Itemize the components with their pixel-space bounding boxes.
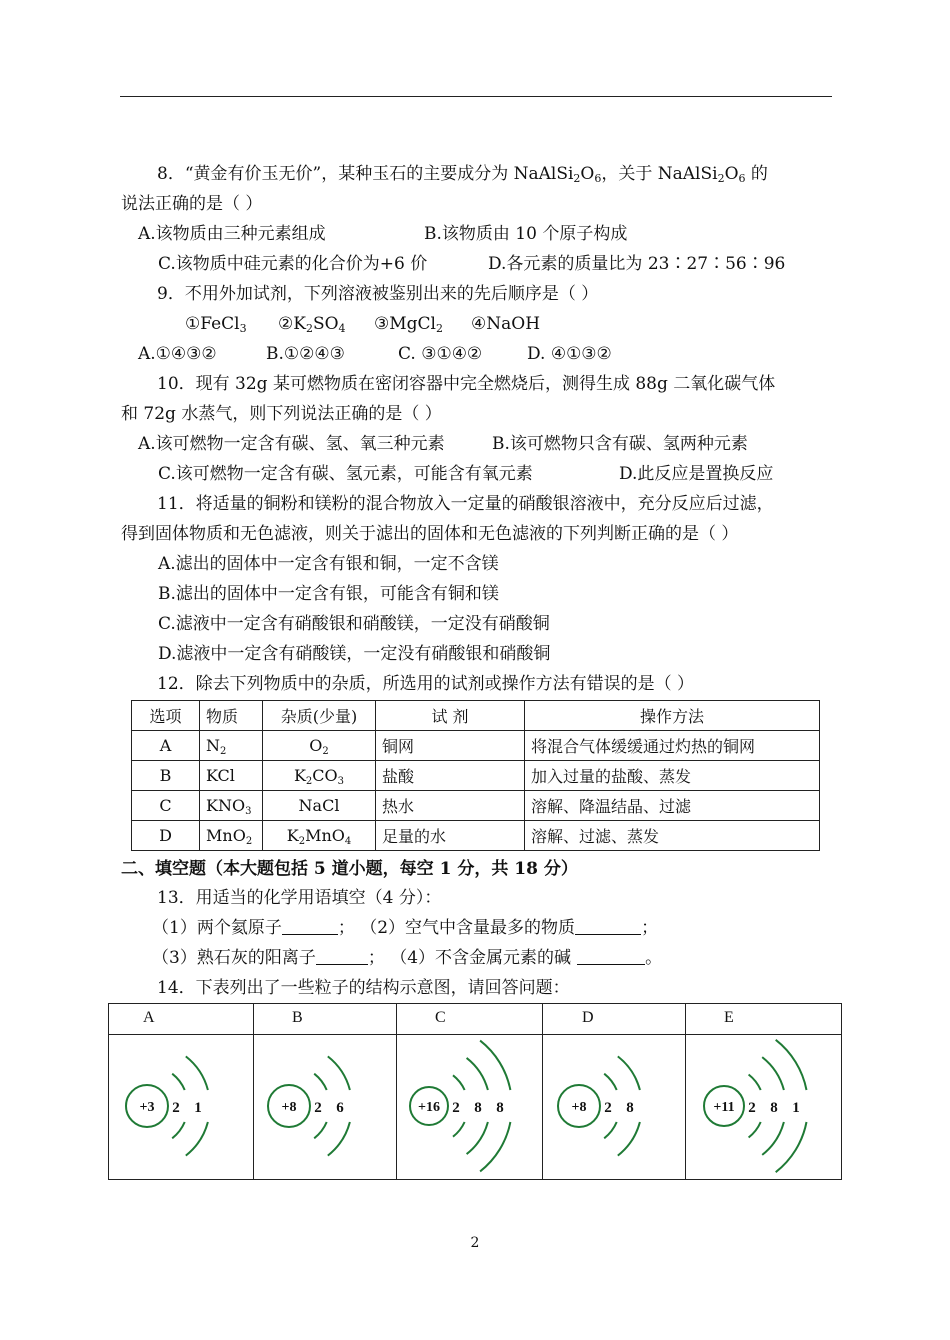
- atom-structure-diagram: [397, 1035, 542, 1178]
- q10-option-a: A.该可燃物一定含有碳、氢、氧三种元素: [138, 434, 445, 454]
- electron-shell-arc: [314, 1074, 327, 1090]
- table-cell: 溶解、降温结晶、过滤: [525, 791, 820, 821]
- electron-count: 1: [194, 1100, 202, 1116]
- q13-part1: （1）两个氦原子: [152, 918, 282, 938]
- table-header-cell: 物质: [200, 701, 263, 731]
- particle-label: B: [292, 1009, 303, 1026]
- nucleus-charge: +3: [139, 1100, 155, 1115]
- table-cell: NaCl: [263, 791, 376, 821]
- table-cell: C: [132, 791, 200, 821]
- electron-count: 8: [496, 1100, 504, 1116]
- table-cell: KCl: [200, 761, 263, 791]
- electron-count: 2: [172, 1100, 180, 1116]
- answer-blank[interactable]: [577, 950, 645, 965]
- electron-shell-arc: [618, 1056, 640, 1090]
- particle-label: C: [435, 1009, 446, 1026]
- table-header-cell: 试 剂: [376, 701, 525, 731]
- electron-shell-arc: [604, 1074, 617, 1090]
- q8-stem-line2: 说法正确的是（ ）: [121, 194, 263, 214]
- q9-solution-1: ①FeCl$_3$: [185, 314, 247, 335]
- q8-option-a: A.该物质由三种元素组成: [138, 224, 326, 244]
- electron-shell-arc: [328, 1056, 350, 1090]
- electron-count: 2: [452, 1100, 460, 1116]
- q9-option-d: D. ④①③②: [527, 344, 612, 364]
- q12-table: [131, 700, 820, 851]
- particle-label: D: [582, 1009, 594, 1026]
- q9-stem: 9．不用外加试剂，下列溶液被鉴别出来的先后顺序是（ ）: [157, 284, 599, 304]
- electron-shell-arc: [749, 1122, 761, 1138]
- answer-blank[interactable]: [316, 950, 368, 965]
- q11-option-a: A.滤出的固体中一定含有银和铜，一定不含镁: [158, 554, 499, 574]
- nucleus-charge: +16: [418, 1100, 440, 1115]
- atom-structure-diagram: [254, 1035, 396, 1178]
- q9-solution-3: ③MgCl$_2$: [374, 314, 443, 335]
- q8-option-b: B.该物质由 10 个原子构成: [424, 224, 628, 244]
- electron-shell-arc: [618, 1122, 640, 1156]
- electron-shell-arc: [776, 1040, 807, 1090]
- q10-stem-line2: 和 72g 水蒸气，则下列说法正确的是（ ）: [121, 404, 442, 424]
- electron-shell-arc: [604, 1122, 617, 1138]
- electron-shell-arc: [172, 1074, 185, 1090]
- electron-count: 2: [748, 1100, 756, 1116]
- table-header-cell: 杂质(少量): [263, 701, 376, 731]
- atom-structure-diagram: [543, 1035, 685, 1178]
- q14-stem: 14．下表列出了一些粒子的结构示意图，请回答问题：: [157, 978, 570, 998]
- table-cell: 足量的水: [376, 821, 525, 851]
- q9-option-a: A.①④③②: [138, 344, 217, 364]
- q11-option-c: C.滤液中一定含有硝酸银和硝酸镁，一定没有硝酸铜: [158, 614, 550, 634]
- q13-row1: [152, 917, 658, 939]
- q13-part4: （4）不含金属元素的碱: [390, 948, 572, 968]
- electron-count: 1: [792, 1100, 800, 1116]
- q10-option-b: B.该可燃物只含有碳、氢两种元素: [492, 434, 748, 454]
- electron-shell-arc: [453, 1122, 465, 1137]
- period: 。: [645, 948, 663, 968]
- q10-option-d: D.此反应是置换反应: [619, 464, 774, 484]
- separator: ；: [337, 918, 355, 938]
- electron-shell-arc: [328, 1122, 350, 1156]
- q10-stem-line1: 10．现有 32g 某可燃物质在密闭容器中完全燃烧后，测得生成 88g 二氧化碳气体: [157, 374, 776, 394]
- table-cell: 将混合气体缓缓通过灼热的铜网: [525, 731, 820, 761]
- table-row: [132, 791, 820, 821]
- table-cell: 铜网: [376, 731, 525, 761]
- q8-option-c: C.该物质中硅元素的化合价为+6 价: [158, 254, 428, 274]
- header-rule: [120, 96, 832, 97]
- electron-shell-arc: [467, 1058, 488, 1090]
- table-header-row: [132, 701, 820, 731]
- q13-part3: （3）熟石灰的阳离子: [152, 948, 316, 968]
- table-cell: D: [132, 821, 200, 851]
- electron-count: 8: [770, 1100, 778, 1116]
- table-cell: MnO$_2$: [200, 821, 263, 851]
- q11-option-d: D.滤液中一定含有硝酸镁，一定没有硝酸银和硝酸铜: [158, 644, 551, 664]
- table-cell: 盐酸: [376, 761, 525, 791]
- page-number: 2: [470, 1235, 480, 1251]
- q11-stem-line2: 得到固体物质和无色滤液，则关于滤出的固体和无色滤液的下列判断正确的是（ ）: [121, 524, 739, 544]
- q8-stem-line1: 8．“黄金有价玉无价”，某种玉石的主要成分为 $NaAlSi_2O_6$，关于 $NaAlSi_2O_6$ 的: [157, 164, 768, 185]
- table-cell: 热水: [376, 791, 525, 821]
- electron-count: 8: [474, 1100, 482, 1116]
- atom-structure-diagram: [109, 1035, 253, 1178]
- table-row: [132, 761, 820, 791]
- electron-shell-arc: [467, 1122, 488, 1154]
- table-header-cell: 选项: [132, 701, 200, 731]
- electron-count: 8: [626, 1100, 634, 1116]
- q13-part2: （2）空气中含量最多的物质: [360, 918, 576, 938]
- answer-blank[interactable]: [575, 920, 641, 935]
- table-cell: $K_2MnO_4$: [263, 821, 376, 851]
- table-cell: B: [132, 761, 200, 791]
- table-cell: 溶解、过滤、蒸发: [525, 821, 820, 851]
- section-heading: 二、填空题（本大题包括 5 道小题，每空 1 分，共 18 分）: [121, 859, 578, 879]
- particle-label: A: [143, 1009, 155, 1026]
- q8-option-d: D.各元素的质量比为 23∶27∶56∶96: [488, 254, 786, 274]
- table-row: [132, 821, 820, 851]
- table-cell: 加入过量的盐酸、蒸发: [525, 761, 820, 791]
- table-header-cell: 操作方法: [525, 701, 820, 731]
- particle-label: E: [724, 1009, 734, 1026]
- electron-shell-arc: [172, 1122, 185, 1138]
- electron-shell-arc: [186, 1056, 208, 1090]
- electron-shell-arc: [762, 1057, 784, 1090]
- q10-option-c: C.该可燃物一定含有碳、氢元素，可能含有氧元素: [158, 464, 533, 484]
- table-cell: $O_2$: [263, 731, 376, 761]
- separator: ；: [367, 948, 385, 968]
- q13-row2: [152, 947, 662, 969]
- table-cell: $K_2CO_3$: [263, 761, 376, 791]
- electron-shell-arc: [749, 1075, 761, 1091]
- q12-stem: 12．除去下列物质中的杂质，所选用的试剂或操作方法有错误的是（ ）: [157, 674, 695, 694]
- electron-shell-arc: [314, 1122, 327, 1138]
- electron-shell-arc: [453, 1075, 465, 1090]
- table-cell: $KNO_3$: [200, 791, 263, 821]
- separator: ；: [641, 918, 659, 938]
- q9-option-c: C. ③①④②: [398, 344, 483, 364]
- nucleus-charge: +11: [713, 1100, 735, 1115]
- table-cell: $N_2$: [200, 731, 263, 761]
- electron-shell-arc: [762, 1122, 784, 1155]
- electron-shell-arc: [186, 1122, 208, 1156]
- nucleus-charge: +8: [571, 1100, 587, 1115]
- electron-count: 2: [314, 1100, 322, 1116]
- electron-shell-arc: [776, 1122, 807, 1172]
- q9-option-b: B.①②④③: [266, 344, 345, 364]
- electron-count: 6: [336, 1100, 344, 1116]
- nucleus-charge: +8: [281, 1100, 297, 1115]
- q11-stem-line1: 11．将适量的铜粉和镁粉的混合物放入一定量的硝酸银溶液中，充分反应后过滤，: [157, 494, 774, 514]
- table-row: [132, 731, 820, 761]
- electron-count: 2: [604, 1100, 612, 1116]
- particle-structure-table: [108, 1003, 842, 1180]
- q13-stem: 13．用适当的化学用语填空（4 分）：: [157, 888, 442, 908]
- table-cell: A: [132, 731, 200, 761]
- q11-option-b: B.滤出的固体中一定含有银，可能含有铜和镁: [158, 584, 499, 604]
- q9-solution-4: ④NaOH: [471, 314, 541, 334]
- answer-blank[interactable]: [282, 920, 338, 935]
- q9-solution-2: $②K_2SO_4$: [278, 314, 346, 335]
- atom-structure-diagram: [686, 1035, 841, 1178]
